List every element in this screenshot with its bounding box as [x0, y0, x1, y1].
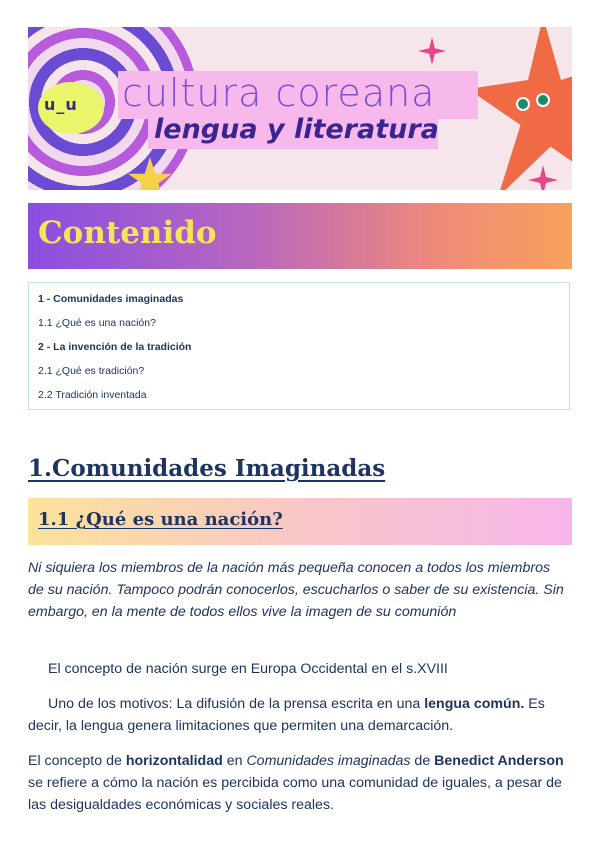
text-run: en: [222, 753, 247, 769]
banner-title: cultura coreana: [122, 71, 436, 115]
text-run: El concepto de: [28, 753, 126, 769]
star-eye-icon: [516, 97, 530, 111]
toc-link-invencion[interactable]: 2 - La invención de la tradición: [38, 341, 192, 353]
section-heading: 1.Comunidades Imaginadas: [28, 455, 386, 482]
quote-paragraph: Ni siquiera los miembros de la nación más pequeña conocen a todos los miembros de su nación. Tampoco podrán conocerlos, escucharlos o saber de su existencia. Sin embargo, en la mente de todos ellos vive la imagen de su comunión: [28, 560, 564, 620]
toc-link-comunidades[interactable]: 1 - Comunidades imaginadas: [38, 293, 184, 305]
text-run: Es decir, la lengua genera limitaciones que permiten una demarcación.: [28, 696, 545, 734]
pink-sparkle-icon: [528, 165, 558, 190]
contents-heading: Contenido: [38, 215, 217, 251]
face-doodle: u_u: [44, 95, 78, 114]
book-title: Comunidades imaginadas: [246, 753, 411, 769]
bold-term: lengua común.: [424, 696, 525, 712]
star-eye-icon: [536, 93, 550, 107]
banner-subtitle: lengua y literatura: [154, 114, 439, 145]
paragraph-motivos: [28, 693, 574, 737]
author-name: Benedict Anderson: [434, 753, 564, 769]
toc-link-tradicion-inventada[interactable]: 2.2 Tradición inventada: [38, 389, 147, 401]
toc-link-tradicion[interactable]: 2.1 ¿Qué es tradición?: [38, 365, 145, 377]
table-of-contents: [28, 282, 570, 410]
contents-header: [28, 203, 572, 269]
bold-term: horizontalidad: [125, 753, 223, 769]
paragraph-horizontalidad: [28, 750, 568, 816]
subsection-banner: [28, 498, 572, 545]
subsection-heading: 1.1 ¿Qué es una nación?: [38, 509, 283, 530]
text-run: de: [410, 753, 435, 769]
pink-sparkle-icon: [418, 37, 446, 65]
text-run: se refiere a cómo la nación es percibida como una comunidad de iguales, a pesar de las desigualdades económicas y sociales reales.: [28, 775, 562, 813]
header-banner: [28, 27, 572, 190]
text-run: Uno de los motivos: La difusión de la prensa escrita en una: [48, 696, 425, 712]
toc-link-nacion[interactable]: 1.1 ¿Qué es una nación?: [38, 317, 156, 329]
paragraph-origin: El concepto de nación surge en Europa Occidental en el s.XVIII: [48, 661, 448, 677]
